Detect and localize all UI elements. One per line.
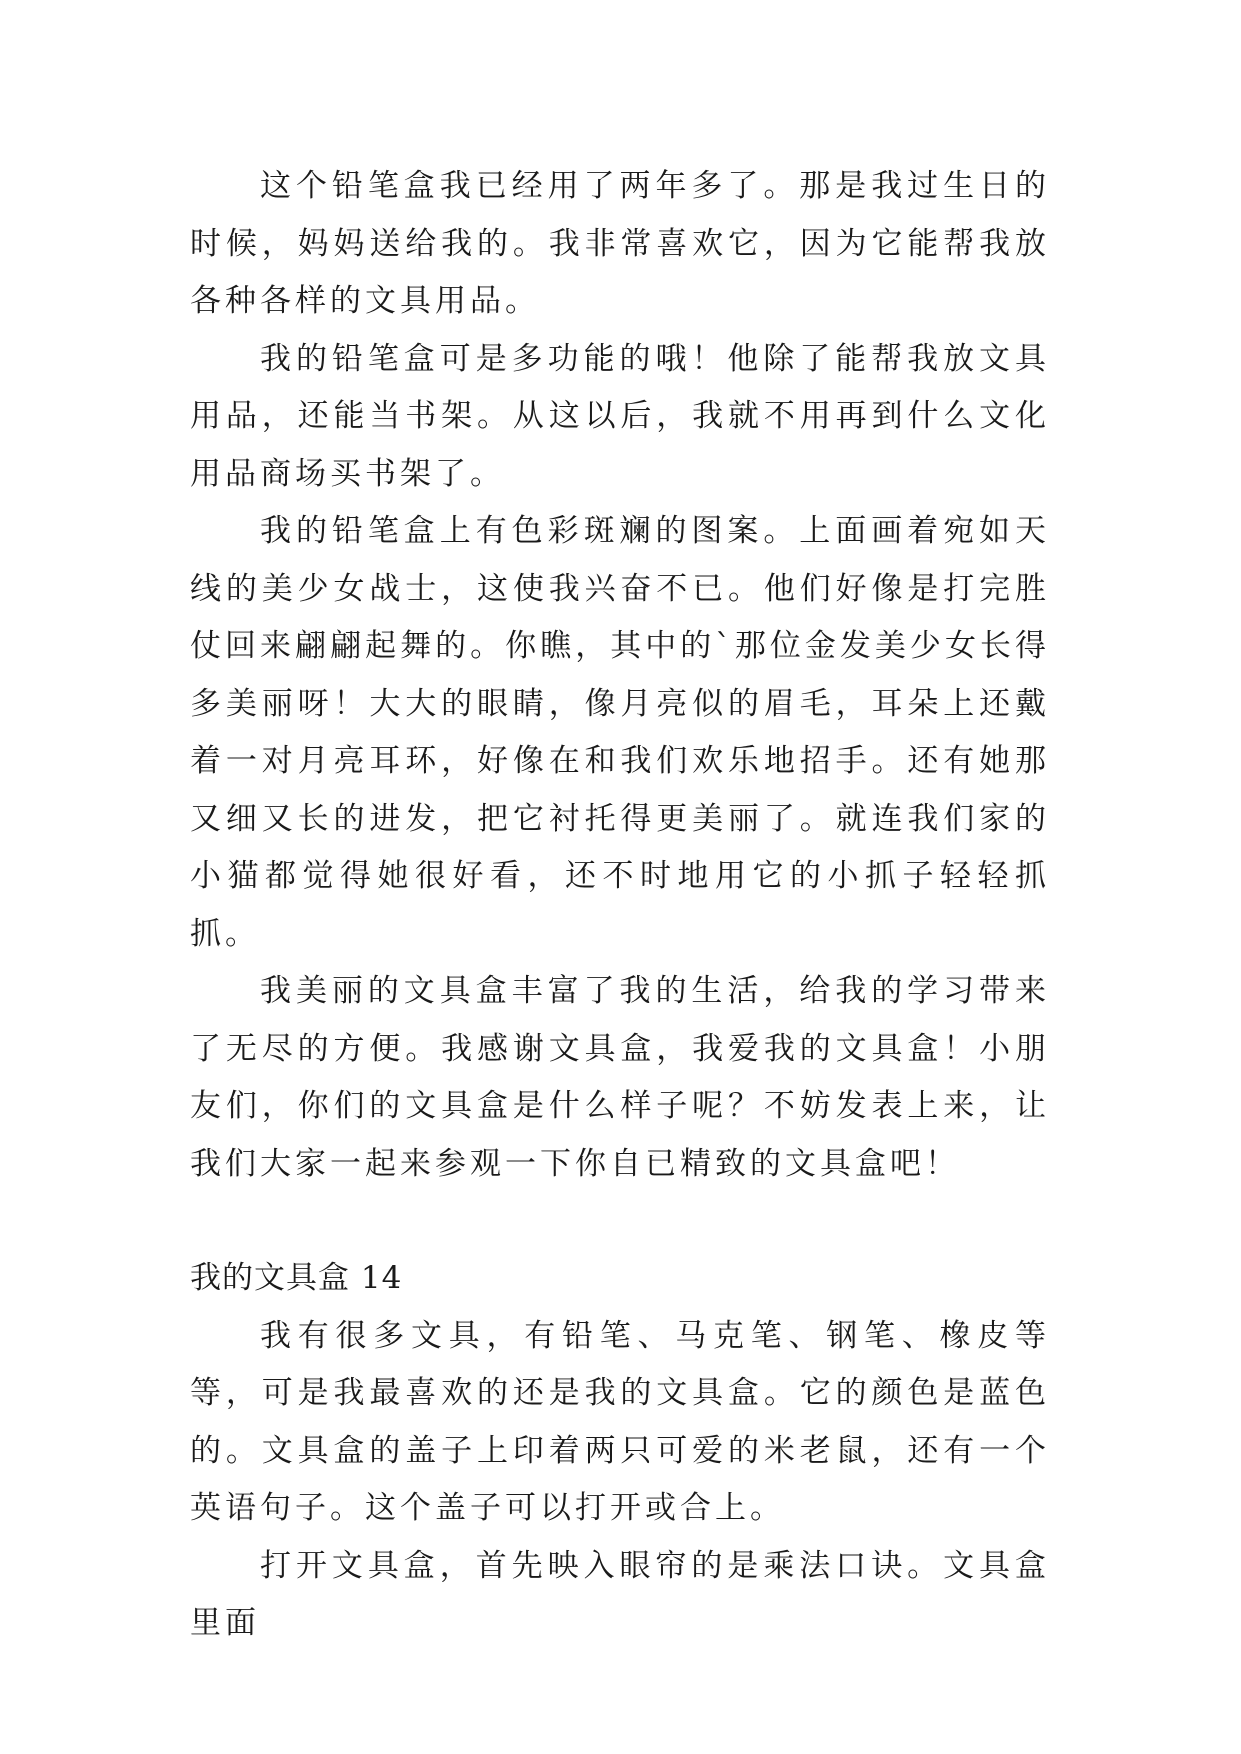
- paragraph: 我有很多文具，有铅笔、马克笔、钢笔、橡皮等等，可是我最喜欢的还是我的文具盒。它的颜色是蓝色的。文具盒的盖子上印着两只可爱的米老鼠，还有一个英语句子。这个盖子可以打开或合上。: [190, 1317, 1050, 1526]
- paragraph: 打开文具盒，首先映入眼帘的是乘法口诀。文具盒里面: [190, 1547, 1050, 1641]
- paragraph: 我的铅笔盒可是多功能的哦！他除了能帮我放文具用品，还能当书架。从这以后，我就不用再到什么文化用品商场买书架了。: [190, 340, 1050, 492]
- section-heading: 我的文具盒 14: [190, 1260, 403, 1296]
- document-body: [190, 158, 1050, 1653]
- paragraph: 我美丽的文具盒丰富了我的生活，给我的学习带来了无尽的方便。我感谢文具盒，我爱我的文具盒！小朋友们，你们的文具盒是什么样子呢？不妨发表上来，让我们大家一起来参观一下你自已精致的文具盒吧！: [190, 973, 1050, 1182]
- paragraph: 我的铅笔盒上有色彩斑斓的图案。上面画着宛如天线的美少女战士，这使我兴奋不已。他们好像是打完胜仗回来翩翩起舞的。你瞧，其中的`那位金发美少女长得多美丽呀！大大的眼睛，像月亮似的眉毛，耳朵上还戴着一对月亮耳环，好像在和我们欢乐地招手。还有她那又细又长的进发，把它衬托得更美丽了。就连我们家的小猫都觉得她很好看，还不时地用它的小抓子轻轻抓抓。: [190, 513, 1050, 952]
- paragraph: 这个铅笔盒我已经用了两年多了。那是我过生日的时候，妈妈送给我的。我非常喜欢它，因为它能帮我放各种各样的文具用品。: [190, 168, 1050, 319]
